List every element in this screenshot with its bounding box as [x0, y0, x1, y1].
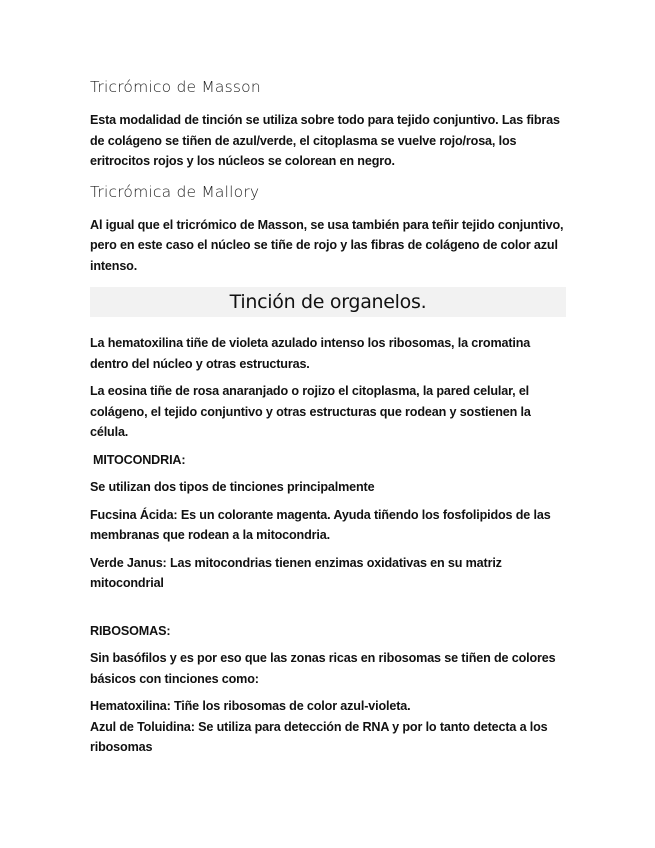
section-banner: [90, 287, 566, 317]
paragraph-ribosomas-intro: Sin basófilos y es por eso que las zonas ricas en ribosomas se tiñen de colores básicos con tinciones como:: [90, 651, 556, 686]
paragraph-hematoxilina-ribosomas: Hematoxilina: Tiñe los ribosomas de color azul-violeta.: [90, 699, 411, 713]
paragraph-toluidina: Azul de Toluidina: Se utiliza para detección de RNA y por lo tanto detecta a los ribosomas: [90, 719, 548, 754]
section-title-organelos: Tinción de organelos.: [229, 291, 427, 313]
paragraph-mallory: Al igual que el tricrómico de Masson, se usa también para teñir tejido conjuntivo, pero en este caso el núcleo se tiñe de rojo y las fibras de colágeno de color azul intenso.: [90, 217, 564, 273]
document-page: [90, 74, 566, 758]
paragraph-hematoxilina: La hematoxilina tiñe de violeta azulado intenso los ribosomas, la cromatina dentro del núcleo y otras estructuras.: [90, 336, 531, 371]
paragraph-eosina: La eosina tiñe de rosa anaranjado o rojizo el citoplasma, la pared celular, el colágeno, el tejido conjuntivo y otras estructuras que rodean y sostienen la célula.: [90, 384, 531, 439]
heading-masson: Tricrómico de Masson: [90, 78, 261, 96]
label-mitocondria: MITOCONDRIA:: [93, 452, 186, 467]
paragraph-verde-janus: Verde Janus: Las mitocondrias tienen enzimas oxidativas en su matriz mitocondrial: [90, 555, 502, 590]
paragraph-fucsina: Fucsina Ácida: Es un colorante magenta. Ayuda tiñendo los fosfolipidos de las membranas que rodean a la mitocondria.: [90, 507, 551, 542]
paragraph-masson: Esta modalidad de tinción se utiliza sobre todo para tejido conjuntivo. Las fibras de colágeno se tiñen de azul/verde, el citoplasma se vuelve rojo/rosa, los eritrocitos rojos y los núcleos se colorean en negro.: [90, 113, 560, 168]
heading-mallory: Tricrómica de Mallory: [90, 182, 260, 201]
label-ribosomas: RIBOSOMAS:: [90, 623, 171, 638]
paragraph-mitocondria-intro: Se utilizan dos tipos de tinciones principalmente: [90, 480, 375, 494]
